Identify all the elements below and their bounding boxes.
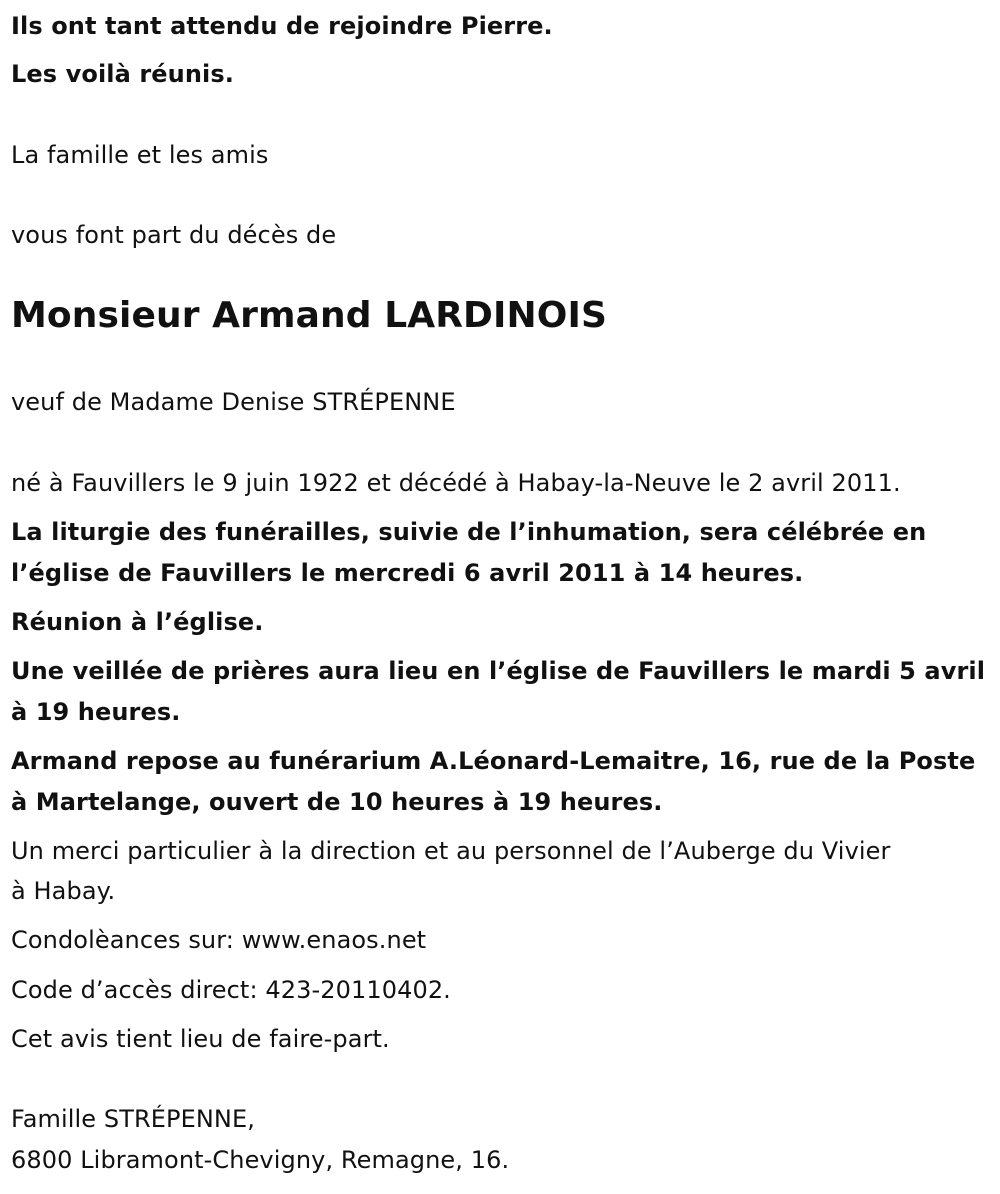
- faire-part-note: Cet avis tient lieu de faire-part.: [11, 1025, 390, 1053]
- repose-line-2: à Martelange, ouvert de 10 heures à 19 heures.: [11, 788, 663, 816]
- epitaph-line-1: Ils ont tant attendu de rejoindre Pierre.: [11, 12, 553, 40]
- vigil-line-1: Une veillée de prières aura lieu en l’église de Fauvillers le mardi 5 avril: [11, 657, 986, 685]
- deceased-name: Monsieur Armand LARDINOIS: [11, 295, 607, 336]
- family-intro: La famille et les amis: [11, 141, 269, 169]
- repose-line-1: Armand repose au funérarium A.Léonard-Lemaitre, 16, rue de la Poste: [11, 747, 976, 775]
- vigil-line-2: à 19 heures.: [11, 698, 181, 726]
- thanks-line-2: à Habay.: [11, 877, 116, 905]
- signature-family: Famille STRÉPENNE,: [11, 1105, 255, 1133]
- signature-address: 6800 Libramont-Chevigny, Remagne, 16.: [11, 1146, 510, 1174]
- liturgy-line-1: La liturgie des funérailles, suivie de l’inhumation, sera célébrée en: [11, 518, 927, 546]
- meeting-place: Réunion à l’église.: [11, 608, 264, 636]
- thanks-line-1: Un merci particulier à la direction et au personnel de l’Auberge du Vivier: [11, 837, 891, 865]
- condolences: Condolèances sur: www.enaos.net: [11, 926, 427, 954]
- epitaph-line-2: Les voilà réunis.: [11, 60, 234, 88]
- access-code: Code d’accès direct: 423-20110402.: [11, 976, 451, 1004]
- announcement: vous font part du décès de: [11, 221, 337, 249]
- liturgy-line-2: l’église de Fauvillers le mercredi 6 avril 2011 à 14 heures.: [11, 559, 804, 587]
- birth-death: né à Fauvillers le 9 juin 1922 et décédé à Habay-la-Neuve le 2 avril 2011.: [11, 469, 901, 497]
- widower-of: veuf de Madame Denise STRÉPENNE: [11, 388, 456, 416]
